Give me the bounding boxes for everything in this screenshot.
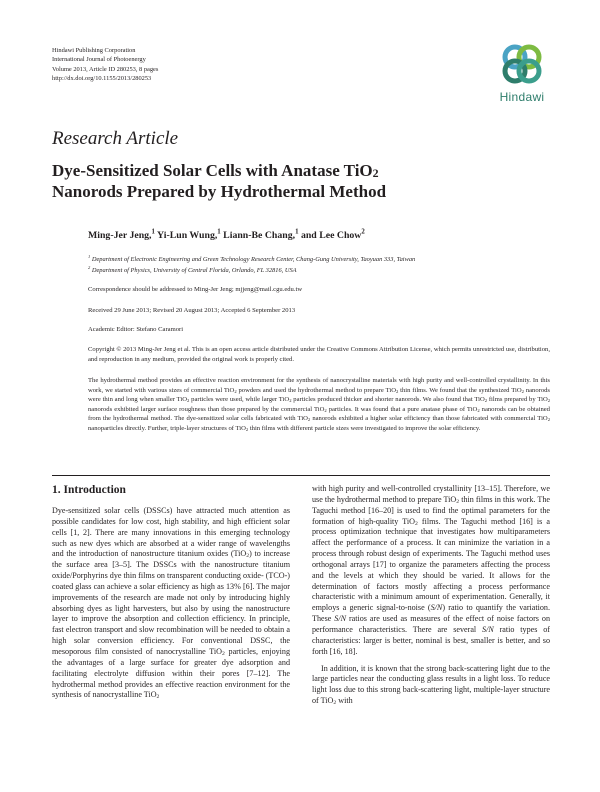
author-name: Ming-Jer Jeng, <box>88 230 152 241</box>
abstract: The hydrothermal method provides an effective reaction environment for the synthesis of nanocrystalline materials with high purity and well-controlled crystallinity. In this work, we started with various sizes of commercial TiO$_2$ powders and used the hydrothermal method to prepare TiO$_2$ thin films. We found that the synthesized TiO$_2$ nanorods were thin and long when smaller TiO$_2$ particles were used, while larger TiO$_2$ particles produced thicker and shorter nanorods. We also found that TiO$_2$ films prepared by TiO$_2$ nanorods exhibited larger surface roughness than those prepared by the commercial TiO$_2$ particles. It was found that a pure anatase phase of TiO$_2$ nanorods can be obtained from the hydrothermal method. The dye-sensitized solar cells fabricated with TiO$_2$ nanorods exhibited a higher solar efficiency than those fabricated with commercial TiO$_2$ nanoparticles directly. Further, triple-layer structures of TiO$_2$ thin films with different particle sizes were investigated to improve the solar efficiency. <box>88 377 551 432</box>
title-line2: Nanorods Prepared by Hydrothermal Method <box>52 182 387 201</box>
title-line1: Dye-Sensitized Solar Cells with Anatase TiO <box>52 161 373 180</box>
journal-name: International Journal of Photoenergy <box>52 56 146 64</box>
doi-link[interactable]: http://dx.doi.org/10.1155/2013/280253 <box>52 75 152 83</box>
logo-wordmark: Hindawi <box>499 90 545 104</box>
article-type: Research Article <box>52 128 179 149</box>
volume-line: Volume 2013, Article ID 280253, 8 pages <box>52 65 159 73</box>
affil-text: Department of Electronic Engineering and Green Technology Research Center, Chang-Gung University, Taoyuan 333, Taiwan <box>90 256 416 263</box>
author-affil-sup: 1 <box>151 228 155 236</box>
body-column-right <box>312 484 550 707</box>
author-list <box>88 230 365 241</box>
affil-text: Department of Physics, University of Central Florida, Orlando, FL 32816, USA <box>90 267 297 274</box>
author-name: Liann-Be Chang, <box>220 230 296 241</box>
section-divider <box>52 475 550 476</box>
author-affil-sup: 2 <box>361 228 365 236</box>
paper-title <box>52 160 552 202</box>
hindawi-logo-icon <box>494 40 550 90</box>
author-name: Yi-Lun Wung, <box>154 230 218 241</box>
hindawi-logo <box>494 40 550 106</box>
academic-editor: Academic Editor: Stefano Caramori <box>88 326 184 333</box>
affiliation-1 <box>88 253 416 263</box>
author-affil-sup: 1 <box>295 228 299 236</box>
paragraph: with high purity and well-controlled crystallinity [13–15]. Therefore, we use the hydrothermal method to prepare TiO$_2$ thin films in this work. The Taguchi method [16–20] is used to find the optimal parameters for the formation of high-quality TiO$_2$ films. The Taguchi method [16] is a process optimization technique that investigates how multiparameters affect the performance of a process. It can minimize the variation in a process through robust design of experiments. The Taguchi method uses orthogonal arrays [17] to organize the parameters affecting the process and the levels at which they should be varied. It allows for the determination of factors mostly affecting a process performance characteristic with a minimum amount of experimentation. Generally, it employs a generic signal-to-noise (S/N) ratio to quantify the variation. These S/N ratios are used as measures of the effect of noise factors on performance characteristics. There are several S/N ratio types of characteristics: larger is better, nominal is best, smaller is better, and so forth [16, 18]. <box>312 484 550 656</box>
title-subscript: 2 <box>372 166 379 180</box>
publisher-line: Hindawi Publishing Corporation <box>52 47 136 54</box>
author-affil-sup: 1 <box>217 228 221 236</box>
copyright-notice: Copyright © 2013 Ming-Jer Jeng et al. This is an open access article distributed under the Creative Commons Attribution License, which permits unrestricted use, distribution, and reproduction in any medium, provided the original work is properly cited. <box>88 346 550 363</box>
body-column-left <box>52 506 290 701</box>
journal-header <box>52 46 158 84</box>
affiliation-2 <box>88 264 297 274</box>
section-heading: 1. Introduction <box>52 484 126 496</box>
author-name: and Lee Chow <box>298 230 362 241</box>
received-dates: Received 29 June 2013; Revised 20 August 2013; Accepted 6 September 2013 <box>88 307 296 314</box>
correspondence: Correspondence should be addressed to Ming-Jer Jeng; mjjeng@mail.cgu.edu.tw <box>88 286 303 293</box>
paragraph: Dye-sensitized solar cells (DSSCs) have attracted much attention as possible candidates for low cost, high stability, and high efficient solar cells [1, 2]. There are many innovations in this emerging technology such as new dyes which are absorbed at a wider range of wavelengths and the introduction of nanostructure titanium oxides (TiO$_2$) to increase the surface area [3–5]. The DSSCs with the nanostructure titanium oxide/Porphyrins dye thin films on transparent conducting oxide- (TCO-) coated glass can achieve a solar efficiency as high as 13% [6]. The major improvements of the research are made not only by introducing highly absorbing dyes as light harvesters, but also by using the nanostructure layer to improve the absorption and collection efficiency. In principle, fast electron transport and slow recombination will be needed to obtain a high solar conversion efficiency. For conventional DSSC, the mesoporous film consisted of nanocrystalline TiO$_2$ particles, enjoying the advantages of a large surface for greater dye adsorption and facilitating electrolyte diffusion within their pores [7–12]. The hydrothermal method provides an effective reaction environment for the synthesis of nanocrystalline TiO$_2$ <box>52 506 291 701</box>
paragraph: In addition, it is known that the strong back-scattering light due to the large particles near the conducting glass results in a light loss. To reduce light loss due to this strong back-scattering light, multiple-layer structure of TiO$_2$ with <box>312 663 550 707</box>
affil-sup: 1 <box>88 253 91 259</box>
affil-sup: 2 <box>88 264 91 270</box>
